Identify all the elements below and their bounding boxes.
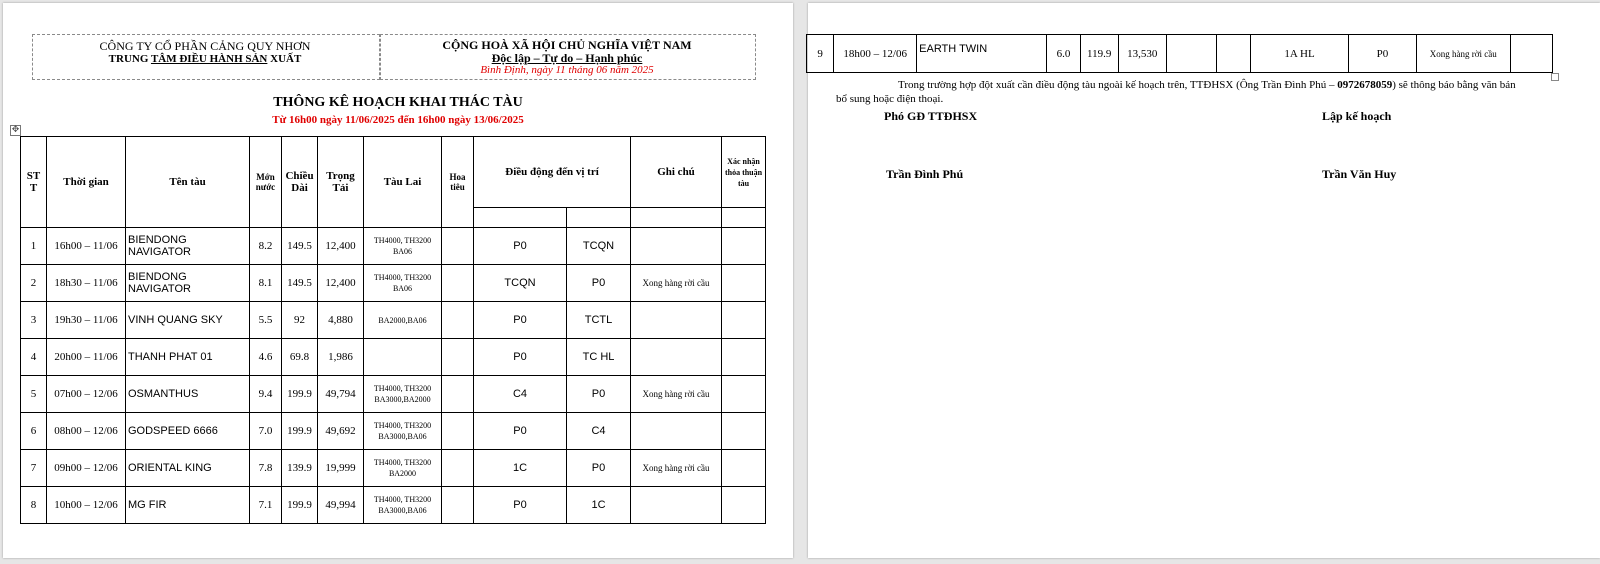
cell-note: Xong hàng rời cầu: [631, 450, 722, 487]
cell-draft: 5.5: [250, 302, 282, 339]
cell-time: 08h00 – 12/06: [47, 413, 126, 450]
header-pilot: Hoa tiêu: [442, 137, 474, 228]
cell-pilot: [442, 487, 474, 524]
cell-confirm: [722, 487, 766, 524]
cell-time: 07h00 – 12/06: [47, 376, 126, 413]
cell-confirm: [722, 302, 766, 339]
cell-to: 1C: [567, 487, 631, 524]
cell-ship: EARTH TWIN: [917, 35, 1047, 73]
table-row: [21, 265, 766, 302]
header-length: Chiều Dài: [282, 137, 318, 228]
cell-ship: OSMANTHUS: [126, 376, 250, 413]
cell-tonnage: 12,400: [318, 265, 364, 302]
cell-from: P0: [474, 413, 567, 450]
cell-to: P0: [567, 376, 631, 413]
cell-draft: 8.2: [250, 228, 282, 265]
cell-length: 199.9: [282, 413, 318, 450]
cell-to: P0: [567, 265, 631, 302]
cell-tonnage: 12,400: [318, 228, 364, 265]
cell-confirm: [1510, 35, 1552, 73]
cell-stt: 4: [21, 339, 47, 376]
cell-pilot: [442, 265, 474, 302]
header-move: Điều động đến vị trí: [474, 137, 631, 208]
header-draft: Mớn nước: [250, 137, 282, 228]
cell-tug: TH4000, TH3200 BA3000,BA2000: [364, 376, 442, 413]
cell-to: TCTL: [567, 302, 631, 339]
header-stt: ST T: [21, 137, 47, 228]
table-row: [21, 339, 766, 376]
cell-tug: [1166, 35, 1216, 73]
header-tug: Tàu Lai: [364, 137, 442, 228]
cell-note: Xong hàng rời cầu: [631, 265, 722, 302]
header-ship: Tên tàu: [126, 137, 250, 228]
cell-to: TC HL: [567, 339, 631, 376]
table-row: [21, 376, 766, 413]
cell-note: [631, 228, 722, 265]
cell-time: 18h30 – 11/06: [47, 265, 126, 302]
cell-tonnage: 19,999: [318, 450, 364, 487]
cell-time: 16h00 – 11/06: [47, 228, 126, 265]
cell-from: C4: [474, 376, 567, 413]
cell-pilot: [442, 228, 474, 265]
cell-time: 18h00 – 12/06: [834, 35, 917, 73]
cell-stt: 3: [21, 302, 47, 339]
cell-ship: VINH QUANG SKY: [126, 302, 250, 339]
table-row: [21, 228, 766, 265]
cell-ship: BIENDONG NAVIGATOR: [126, 265, 250, 302]
subheader-note: [631, 208, 722, 228]
cell-length: 149.5: [282, 228, 318, 265]
cell-tug: BA2000,BA06: [364, 302, 442, 339]
cell-tug: TH4000, TH3200 BA3000,BA06: [364, 487, 442, 524]
cell-tonnage: 49,994: [318, 487, 364, 524]
cell-from: 1A HL: [1250, 35, 1349, 73]
right-signature-name: Trần Văn Huy: [1322, 167, 1397, 181]
cell-note: [631, 413, 722, 450]
left-signature-title: Phó GĐ TTĐHSX: [884, 109, 978, 123]
cell-note: [631, 487, 722, 524]
cell-time: 10h00 – 12/06: [47, 487, 126, 524]
cell-tug: TH4000, TH3200 BA06: [364, 265, 442, 302]
subheader-from: [474, 208, 567, 228]
cell-tonnage: 4,880: [318, 302, 364, 339]
cell-pilot: [442, 376, 474, 413]
header-time: Thời gian: [47, 137, 126, 228]
cell-tonnage: 13,530: [1118, 35, 1166, 73]
document-title: THÔNG KÊ HOẠCH KHAI THÁC TÀU: [273, 95, 523, 110]
cell-draft: 7.0: [250, 413, 282, 450]
cell-length: 139.9: [282, 450, 318, 487]
cell-pilot: [442, 302, 474, 339]
republic-title: CỘNG HOÀ XÃ HỘI CHỦ NGHĨA VIỆT NAM: [442, 38, 692, 52]
cell-time: 20h00 – 11/06: [47, 339, 126, 376]
cell-draft: 9.4: [250, 376, 282, 413]
right-signature-title: Lập kế hoạch: [1322, 109, 1392, 123]
table-resize-handle[interactable]: [1551, 73, 1559, 81]
cell-from: P0: [474, 228, 567, 265]
document-page-1: [3, 3, 793, 558]
cell-pilot: [442, 339, 474, 376]
cell-length: 92: [282, 302, 318, 339]
cell-from: P0: [474, 487, 567, 524]
subheader-to: [567, 208, 631, 228]
ship-plan-table: [20, 136, 766, 524]
header-confirm: Xác nhận thỏa thuận tàu: [722, 137, 766, 208]
cell-draft: 4.6: [250, 339, 282, 376]
company-name: CÔNG TY CỔ PHẦN CẢNG QUY NHƠN: [99, 39, 311, 53]
cell-to: C4: [567, 413, 631, 450]
cell-length: 69.8: [282, 339, 318, 376]
cell-draft: 7.8: [250, 450, 282, 487]
table-header-row: [21, 137, 766, 208]
table-row: [21, 487, 766, 524]
cell-length: 199.9: [282, 376, 318, 413]
cell-to: P0: [1349, 35, 1416, 73]
cell-from: P0: [474, 302, 567, 339]
cell-pilot: [442, 413, 474, 450]
cell-from: 1C: [474, 450, 567, 487]
document-page-2: [808, 3, 1600, 558]
cell-stt: 6: [21, 413, 47, 450]
move-icon[interactable]: ✥: [11, 125, 20, 135]
footer-note: Trong trường hợp đột xuất cần điều động tàu ngoài kế hoạch trên, TTĐHSX (Ông Trần Đình Phú – 0972678059) sẽ thông báo bằng văn bản bổ sung hoặc điện thoại.: [836, 79, 1516, 105]
cell-pilot: [1217, 35, 1251, 73]
cell-stt: 5: [21, 376, 47, 413]
cell-confirm: [722, 228, 766, 265]
place-date: Bình Định, ngày 11 tháng 06 năm 2025: [480, 64, 654, 76]
cell-from: TCQN: [474, 265, 567, 302]
cell-length: 149.5: [282, 265, 318, 302]
cell-draft: 8.1: [250, 265, 282, 302]
cell-tug: TH4000, TH3200 BA06: [364, 228, 442, 265]
cell-confirm: [722, 450, 766, 487]
cell-confirm: [722, 339, 766, 376]
cell-ship: MG FIR: [126, 487, 250, 524]
cell-tug: [364, 339, 442, 376]
cell-from: P0: [474, 339, 567, 376]
cell-note: [631, 302, 722, 339]
cell-to: P0: [567, 450, 631, 487]
cell-note: Xong hàng rời cầu: [1416, 35, 1510, 73]
cell-stt: 2: [21, 265, 47, 302]
header-tonnage: Trọng Tải: [318, 137, 364, 228]
cell-tug: TH4000, TH3200 BA2000: [364, 450, 442, 487]
cell-stt: 7: [21, 450, 47, 487]
cell-ship: GODSPEED 6666: [126, 413, 250, 450]
cell-draft: 7.1: [250, 487, 282, 524]
ship-plan-table-continued: [806, 34, 1553, 73]
cell-ship: BIENDONG NAVIGATOR: [126, 228, 250, 265]
cell-draft: 6.0: [1047, 35, 1081, 73]
cell-to: TCQN: [567, 228, 631, 265]
center-name: TRUNG TÂM ĐIỀU HÀNH SẢN XUẤT: [108, 53, 302, 65]
cell-time: 09h00 – 12/06: [47, 450, 126, 487]
cell-confirm: [722, 376, 766, 413]
table-row: [21, 302, 766, 339]
cell-length: 119.9: [1080, 35, 1118, 73]
cell-length: 199.9: [282, 487, 318, 524]
table-row: [21, 413, 766, 450]
cell-tug: TH4000, TH3200 BA3000,BA06: [364, 413, 442, 450]
cell-confirm: [722, 265, 766, 302]
table-row: [807, 35, 1553, 73]
cell-pilot: [442, 450, 474, 487]
header-note: Ghi chú: [631, 137, 722, 208]
cell-note: [631, 339, 722, 376]
cell-note: Xong hàng rời cầu: [631, 376, 722, 413]
cell-stt: 8: [21, 487, 47, 524]
table-row: [21, 450, 766, 487]
cell-tonnage: 1,986: [318, 339, 364, 376]
cell-ship: ORIENTAL KING: [126, 450, 250, 487]
cell-tonnage: 49,692: [318, 413, 364, 450]
cell-tonnage: 49,794: [318, 376, 364, 413]
left-signature-name: Trần Đình Phú: [886, 167, 964, 181]
cell-time: 19h30 – 11/06: [47, 302, 126, 339]
cell-stt: 1: [21, 228, 47, 265]
cell-confirm: [722, 413, 766, 450]
cell-stt: 9: [807, 35, 834, 73]
document-subtitle: Từ 16h00 ngày 11/06/2025 đến 16h00 ngày 13/06/2025: [272, 114, 524, 126]
motto: Độc lập – Tự do – Hạnh phúc: [491, 51, 643, 65]
subheader-confirm: [722, 208, 766, 228]
cell-ship: THANH PHAT 01: [126, 339, 250, 376]
